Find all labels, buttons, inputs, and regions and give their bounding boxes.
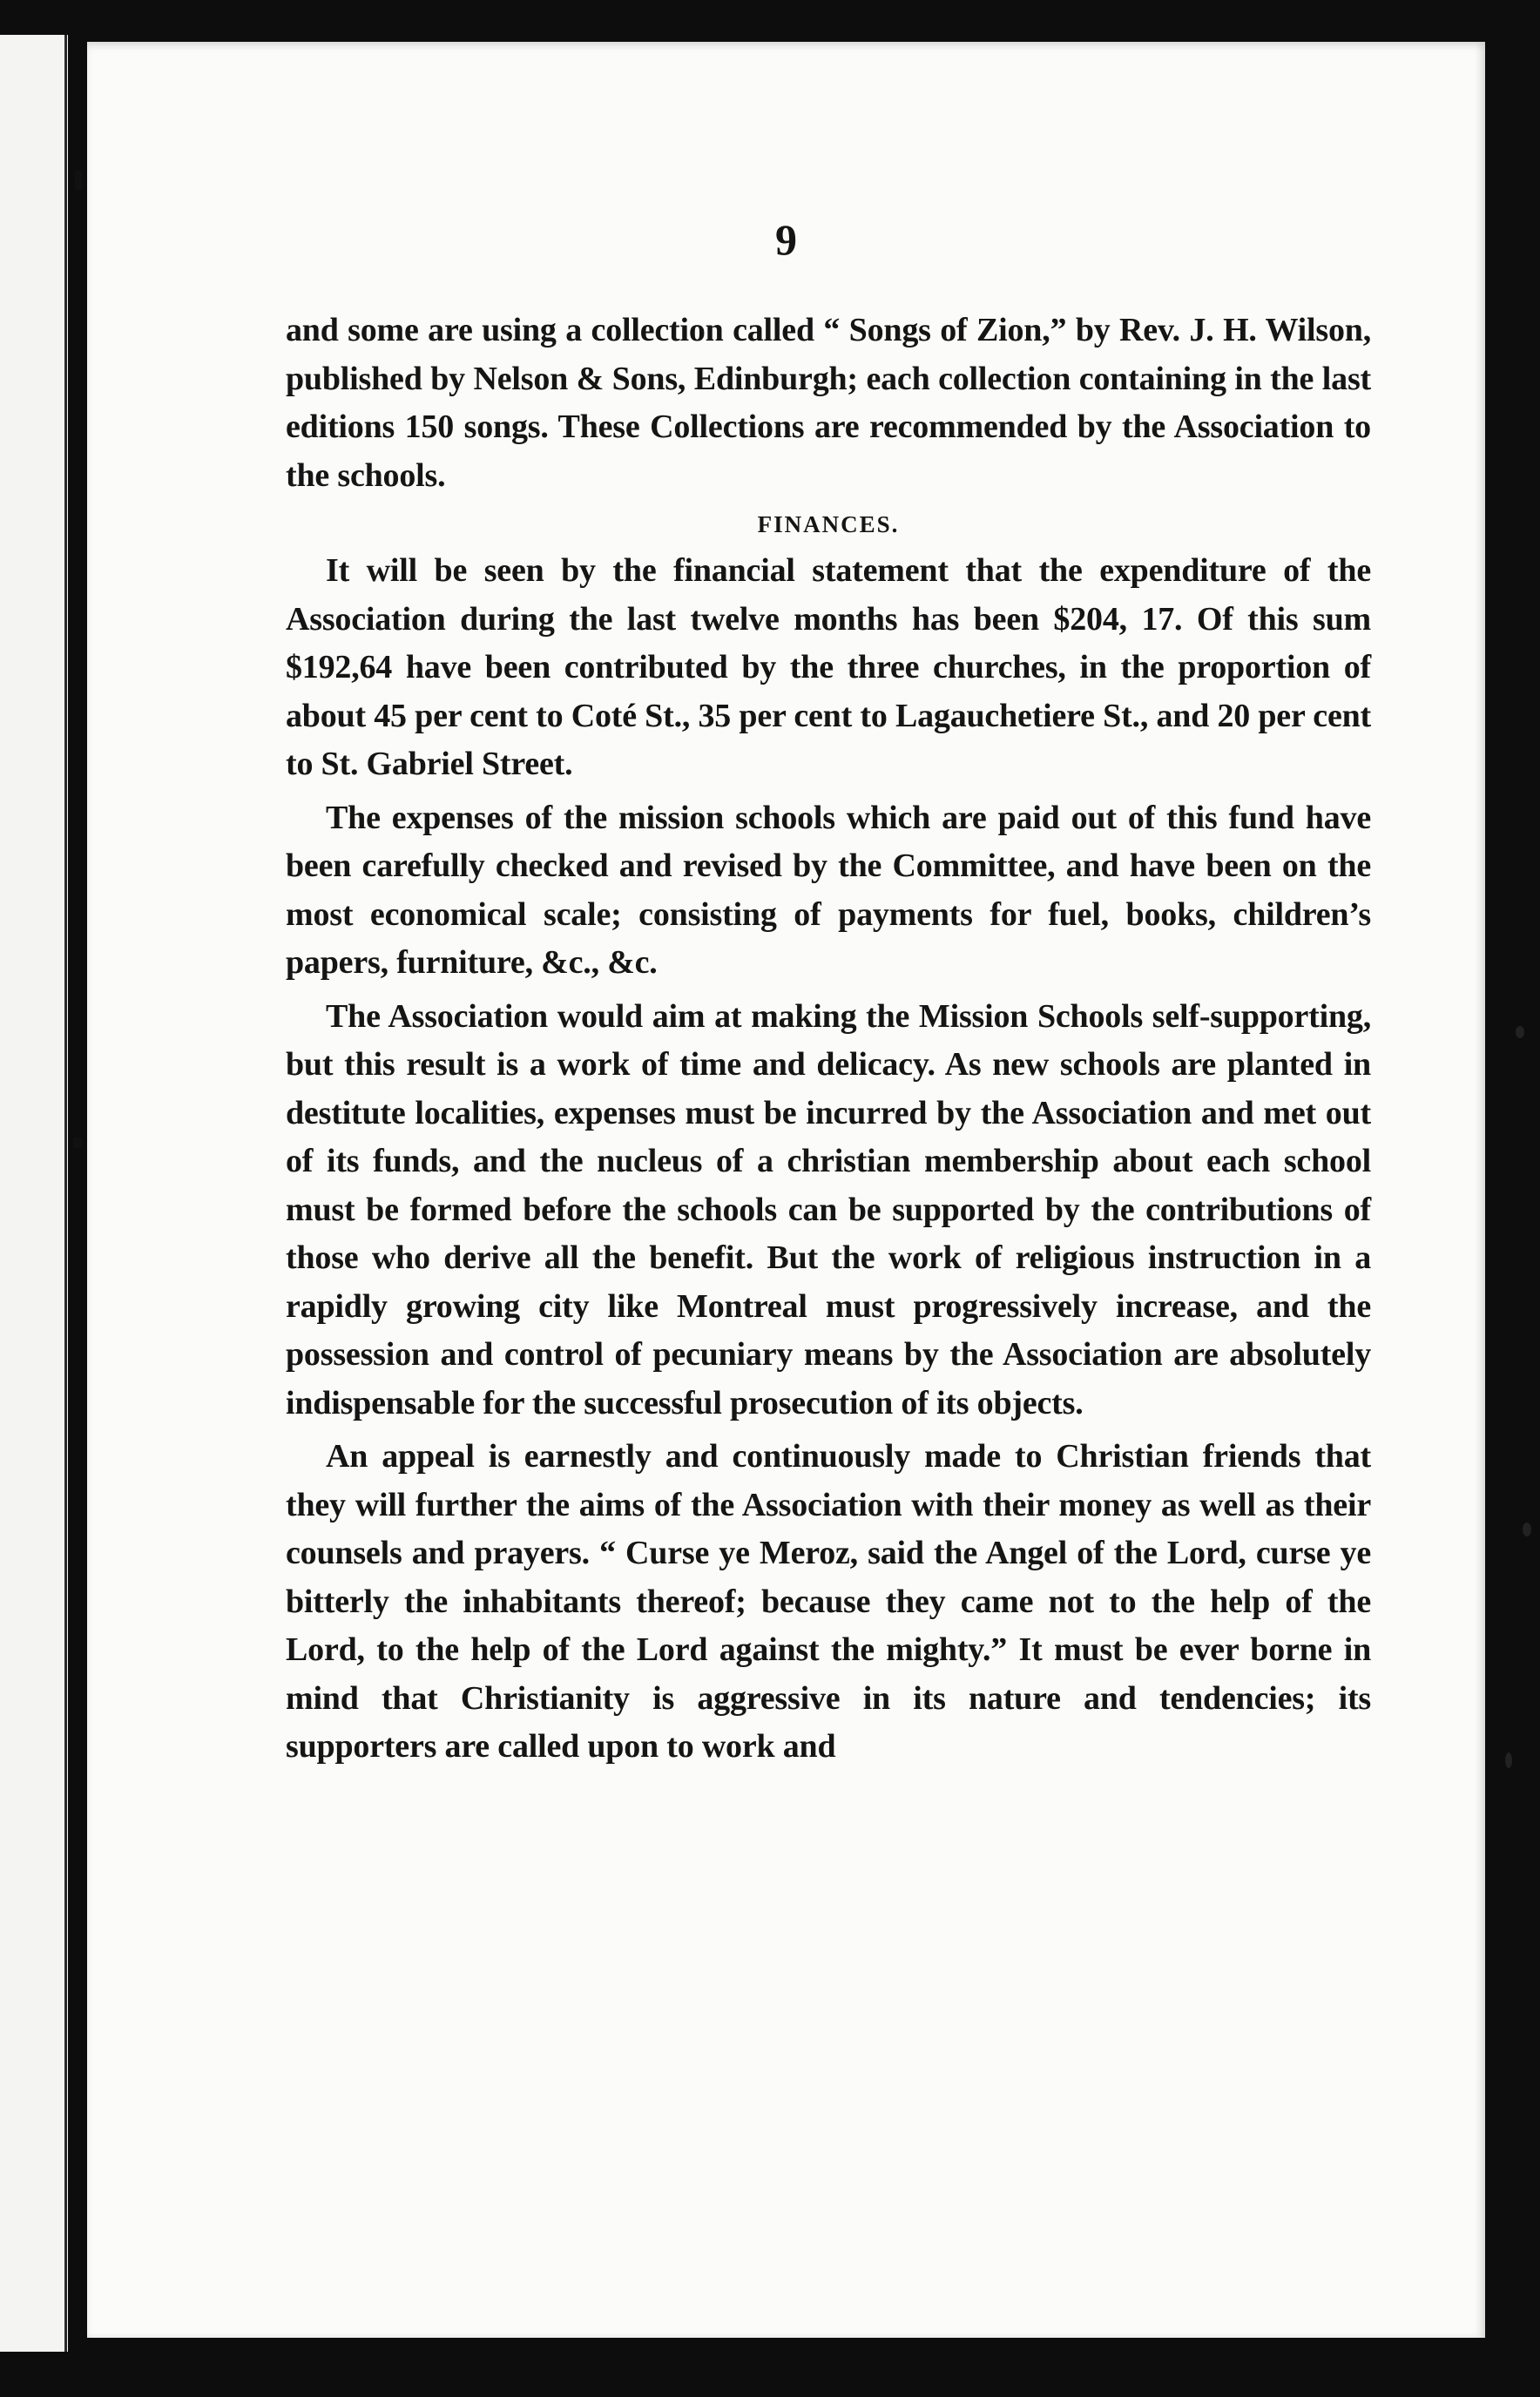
paragraph-expenditure: It will be seen by the financial statement that the expenditure of the Association during the last twelve months has been $204, 17. Of this sum $192,64 have been contributed by the three churches, in the proportion of about 45 per cent to Coté St., 35 per cent to Lagauchetiere St., and 20 per cent to St. Gabriel Street. <box>286 552 1371 782</box>
facing-page-edge <box>0 35 68 2352</box>
paragraph-expenses: The expenses of the mission schools which are paid out of this fund have been carefully checked and revised by the Committee, and have been on the most economical scale; consisting of payments for fuel, books, children’s papers, furniture, &c., &c. <box>286 799 1371 981</box>
gutter-mark <box>73 1138 82 1148</box>
scan-speck <box>1505 1752 1512 1768</box>
document-page <box>87 42 1485 2338</box>
page-body <box>286 307 1371 1777</box>
paragraph-continuation: and some are using a collection called “ Songs of Zion,” by Rev. J. H. Wilson, published by Nelson & Sons, Edinburgh; each collection containing in the last editions 150 songs. These Collections are recommended by the Association to the schools. <box>286 312 1371 494</box>
page-gutter-line <box>64 35 67 2352</box>
scan-speck <box>1516 1026 1524 1038</box>
paragraph-self-supporting: The Association would aim at making the Mission Schools self-supporting, but this result is a work of time and delicacy. As new schools are planted in destitute localities, expenses must be incurred by the Association and met out of its funds, and the nucleus of a christian membership about each school must be formed before the schools can be supported by the contributions of those who derive all the benefit. But the work of religious instruction in a rapidly growing city like Montreal must progressively increase, and the possession and control of pecuniary means by the Association are absolutely indispensable for the successful prosecution of its objects. <box>286 997 1371 1421</box>
gutter-mark <box>75 171 82 190</box>
scan-speck <box>1523 1523 1531 1536</box>
paragraph-appeal: An appeal is earnestly and continuously made to Christian friends that they will further the aims of the Association with their money as well as their counsels and prayers. “ Curse ye Meroz, said the Angel of the Lord, curse ye bitterly the inhabitants thereof; because they came not to the help of the Lord, to the help of the Lord against the mighty.” It must be ever borne in mind that Christianity is aggressive in its nature and tendencies; its supporters are called upon to work and <box>286 1438 1371 1765</box>
page-number: 9 <box>775 215 797 264</box>
section-heading: FINANCES. <box>757 511 900 537</box>
